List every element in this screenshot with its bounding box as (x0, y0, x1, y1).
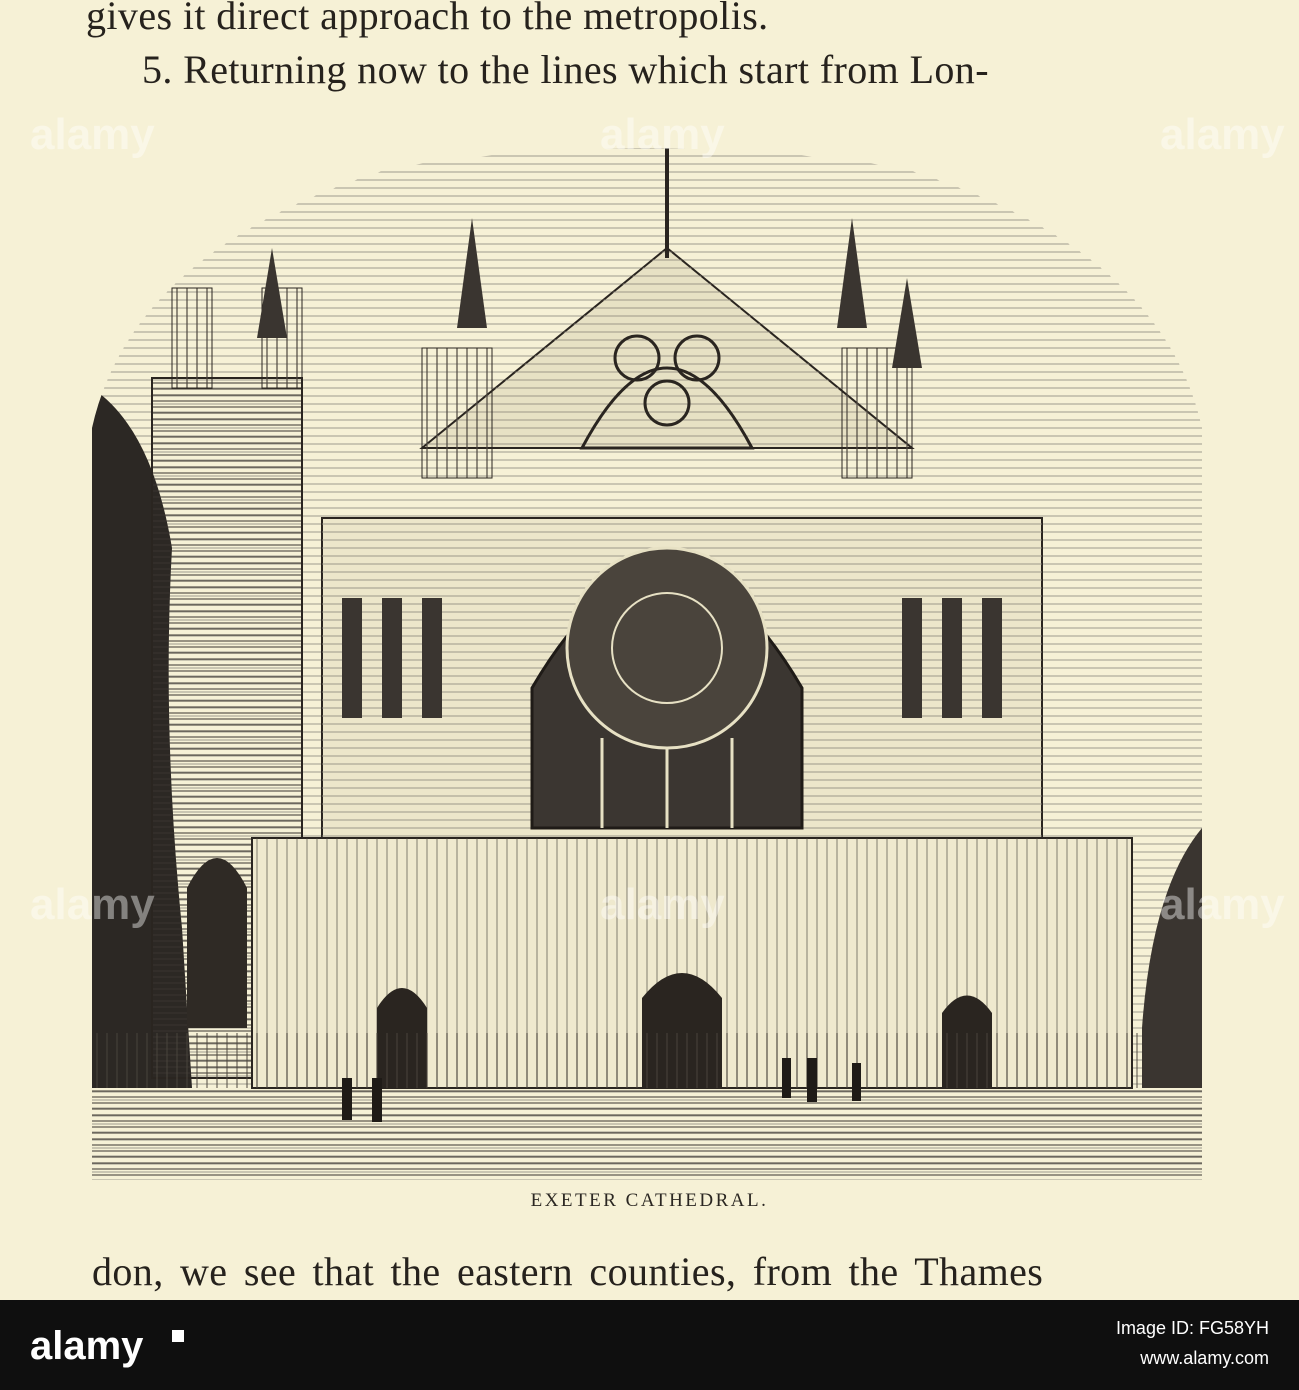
text-line-top: gives it direct approach to the metropolis. (86, 0, 769, 38)
text-line-paragraph-5: 5. Returning now to the lines which start from Lon- (142, 47, 989, 92)
watermark-text: alamy (600, 110, 725, 159)
watermark-text: alamy (1160, 110, 1285, 159)
watermark-text: alamy (1160, 880, 1285, 929)
stock-footer-bar (0, 1300, 1299, 1390)
watermark-text: alamy (30, 880, 155, 929)
cathedral-engraving-illustration (92, 128, 1202, 1180)
image-id-label: Image ID: FG58YH (1115, 1318, 1269, 1338)
text-line-bottom: don, we see that the eastern counties, from the Thames (92, 1249, 1044, 1294)
brand-mark-icon (172, 1330, 184, 1342)
illustration-caption: EXETER CATHEDRAL. (530, 1190, 769, 1211)
watermark-text: alamy (600, 880, 725, 929)
watermark-text: alamy (30, 110, 155, 159)
site-url-label: www.alamy.com (1140, 1348, 1269, 1368)
brand-logo: alamy (30, 1324, 144, 1368)
